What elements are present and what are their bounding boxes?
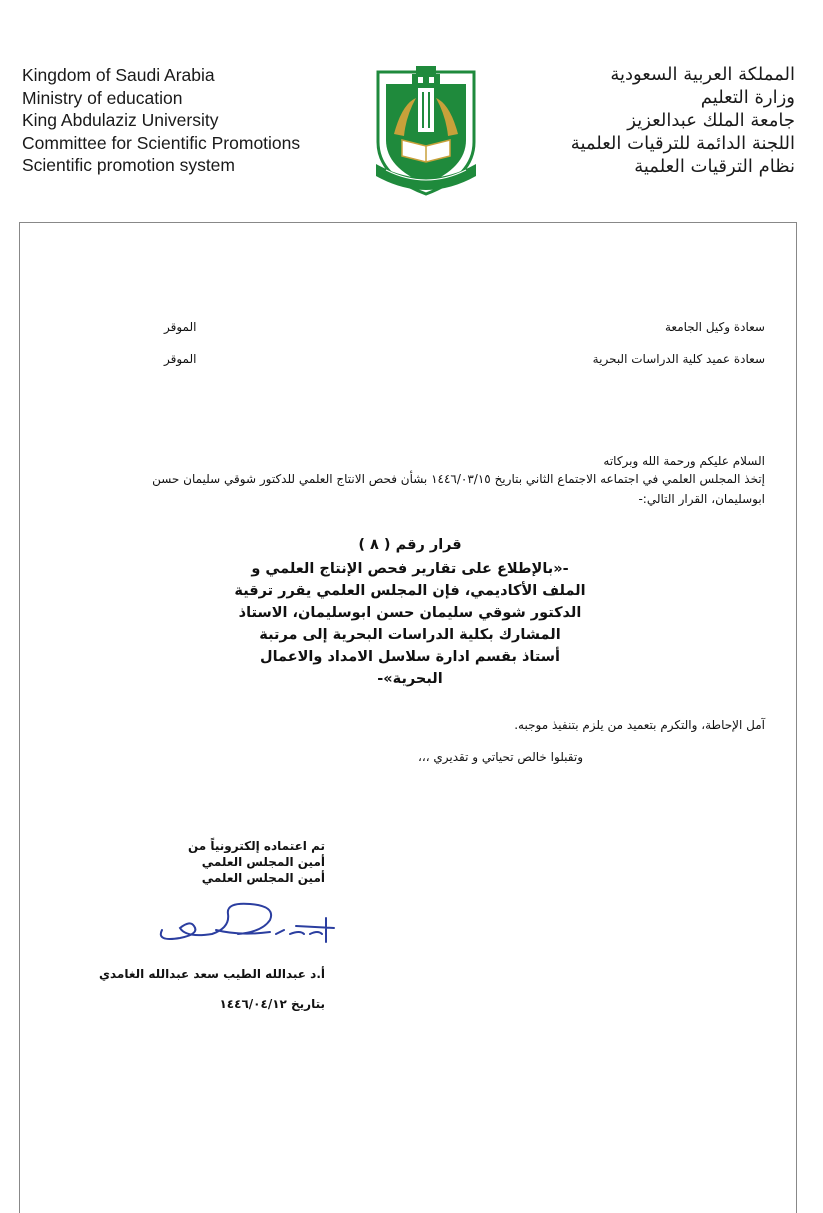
header-ministry: Ministry of education bbox=[22, 87, 183, 108]
header-ar-ministry: وزارة التعليم bbox=[700, 87, 795, 108]
signer-role-1: أمين المجلس العلمي bbox=[201, 855, 325, 869]
header-ar-country: المملكة العربية السعودية bbox=[610, 64, 795, 85]
intro-line-2: ابوسليمان، القرار التالي:- bbox=[638, 492, 765, 506]
closing-line-1: آمل الإحاطة، والتكرم بتعميد من يلزم بتنفيذ موجبه. bbox=[514, 718, 765, 732]
header-ar-university: جامعة الملك عبدالعزيز bbox=[627, 110, 795, 131]
decision-line: أستاذ بقسم ادارة سلاسل الامداد والاعمال bbox=[259, 649, 560, 665]
signature-date: بتاريخ ١٤٤٦/٠٤/١٢ bbox=[219, 997, 325, 1011]
addressee-2-honorific: الموقر bbox=[164, 352, 197, 366]
header-university: King Abdulaziz University bbox=[22, 110, 219, 130]
decision-line: البحرية»- bbox=[377, 671, 443, 687]
handwritten-signature bbox=[150, 890, 340, 950]
approval-note bbox=[188, 838, 325, 886]
header-ar-committee: اللجنة الدائمة للترقيات العلمية bbox=[570, 133, 795, 154]
header-committee: Committee for Scientific Promotions bbox=[22, 132, 301, 153]
header-country: Kingdom of Saudi Arabia bbox=[22, 65, 215, 85]
decision-line: الدكتور شوقي سليمان حسن ابوسليمان، الاستاذ bbox=[238, 605, 582, 621]
header-ar-system: نظام الترقيات العلمية bbox=[634, 156, 795, 177]
decision-line: -«بالإطلاع على تقارير فحص الإنتاج العلمي و bbox=[251, 561, 569, 577]
signer-role-2: أمين المجلس العلمي bbox=[201, 871, 325, 885]
decision-number: قرار رقم ( ٨ ) bbox=[358, 537, 462, 553]
greeting: السلام عليكم ورحمة الله وبركاته bbox=[603, 454, 765, 468]
addressee-1-title: سعادة وكيل الجامعة bbox=[664, 320, 765, 334]
intro-line-1: إتخذ المجلس العلمي في اجتماعه الاجتماع الثاني بتاريخ ١٤٤٦/٠٣/١٥ بشأن فحص الانتاج العلمي للدكتور شوقي سليمان حسن bbox=[152, 472, 765, 486]
decision-text bbox=[170, 558, 650, 690]
addressee-2-title: سعادة عميد كلية الدراسات البحرية bbox=[592, 352, 765, 366]
decision-line: المشارك بكلية الدراسات البحرية إلى مرتبة bbox=[259, 627, 561, 643]
closing-line-2: وتقبلوا خالص تحياتي و تقديري ،،، bbox=[417, 750, 583, 764]
signer-name: أ.د عبدالله الطيب سعد عبدالله الغامدي bbox=[98, 967, 325, 981]
decision-line: الملف الأكاديمي، فإن المجلس العلمي يقرر ترقية bbox=[234, 583, 586, 599]
addressee-1-honorific: الموقر bbox=[164, 320, 197, 334]
approved-electronically: تم اعتماده إلكترونياً من bbox=[187, 839, 325, 853]
arabic-header bbox=[495, 63, 795, 178]
university-logo-icon bbox=[372, 64, 480, 200]
header-system: Scientific promotion system bbox=[22, 155, 235, 175]
english-header bbox=[22, 64, 362, 177]
